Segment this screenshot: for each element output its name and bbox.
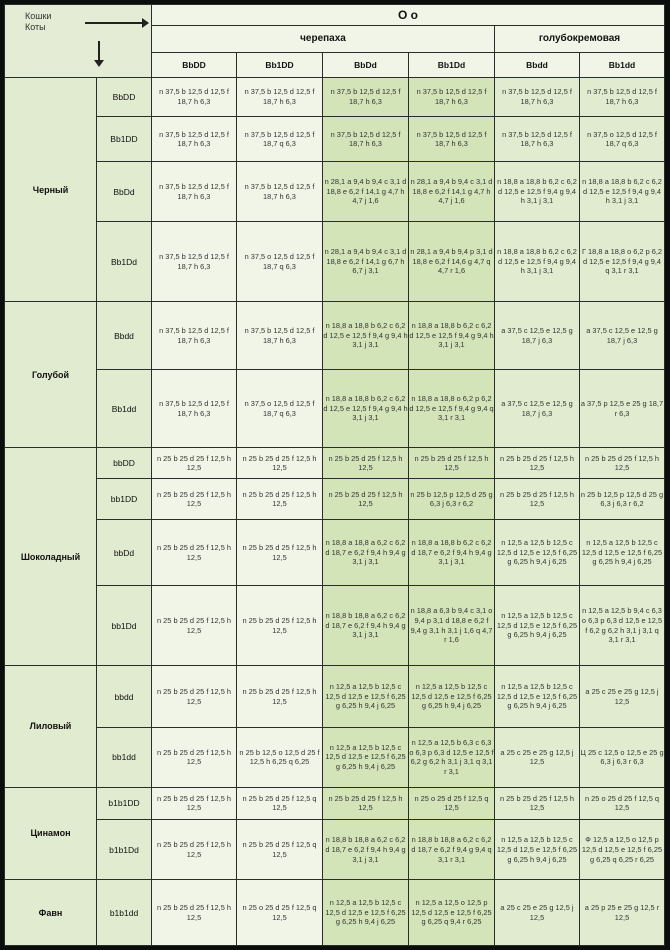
male-group-label: Лиловый (5, 666, 97, 787)
offspring-cell: n 18,8 a 18,8 b 6,2 c 6,2 d 12,5 e 12,5 f 9,4 g 9,4 h 3,1 j 3,1 (409, 302, 495, 370)
male-genotype: bb1dd (97, 727, 152, 787)
female-genotype-1: Bb1DD (237, 53, 323, 78)
offspring-cell: n 25 b 25 d 25 f 12,5 q 12,5 (237, 820, 323, 880)
male-group-label: Цинамон (5, 787, 97, 880)
male-genotype: b1b1DD (97, 787, 152, 820)
offspring-cell: n 25 b 25 d 25 f 12,5 h 12,5 (237, 448, 323, 479)
male-group-label: Фавн (5, 880, 97, 946)
offspring-cell: n 12,5 a 12,5 b 12,5 c 12,5 d 12,5 e 12,5 f 6,25 g 6,25 h 9,4 j 6,25 (495, 820, 580, 880)
offspring-cell: n 18,8 a 18,8 b 6,2 c 6,2 d 12,5 e 12,5 f 9,4 g 9,4 h 3,1 j 3,1 (495, 221, 580, 301)
offspring-cell: n 25 b 25 d 25 f 12,5 h 12,5 (237, 479, 323, 520)
offspring-cell: n 25 b 25 d 25 f 12,5 q 12,5 (237, 787, 323, 820)
offspring-cell: n 18,8 b 18,8 a 6,2 c 6,2 d 18,7 e 6,2 f 9,4 h 9,4 g 3,1 j 3,1 (323, 820, 409, 880)
offspring-cell: n 37,5 b 12,5 d 12,5 f 18,7 h 6,3 (323, 78, 409, 117)
offspring-cell: n 37,5 o 12,5 d 12,5 f 18,7 q 6,3 (237, 221, 323, 301)
offspring-cell: n 25 b 25 d 25 f 12,5 h 12,5 (237, 666, 323, 728)
group-blue-cream: голубокремовая (495, 25, 665, 53)
male-group-label: Голубой (5, 302, 97, 448)
offspring-cell: n 18,8 a 18,8 b 6,2 c 6,2 d 18,7 e 6,2 f 9,4 h 9,4 g 3,1 j 3,1 (409, 520, 495, 586)
offspring-cell: n 37,5 b 12,5 d 12,5 f 18,7 h 6,3 (323, 117, 409, 162)
offspring-cell: n 18,8 a 6,3 b 9,4 c 3,1 o 9,4 p 3,1 d 18,8 e 6,2 f 9,4 g 3,1 h 3,1 j 1,6 q 4,7 r 1,6 (409, 585, 495, 665)
offspring-cell: n 25 b 25 d 25 f 12,5 h 12,5 (152, 787, 237, 820)
female-genotype-5: Bb1dd (580, 53, 665, 78)
table-row (5, 302, 665, 370)
offspring-cell: a 37,5 p 12,5 e 25 g 18,7 r 6,3 (580, 370, 665, 448)
offspring-cell: n 25 b 25 d 25 f 12,5 h 12,5 (495, 448, 580, 479)
offspring-cell: Ц 25 c 12,5 o 12,5 e 25 g 6,3 j 6,3 r 6,3 (580, 727, 665, 787)
offspring-cell: a 25 c 25 e 25 g 12,5 j 12,5 (580, 666, 665, 728)
table-row (5, 370, 665, 448)
offspring-cell: n 12,5 a 12,5 o 12,5 p 12,5 d 12,5 e 12,5 f 6,25 g 6,25 q 9,4 r 6,25 (409, 880, 495, 946)
male-genotype: Bb1dd (97, 370, 152, 448)
offspring-cell: n 12,5 a 12,5 b 12,5 c 12,5 d 12,5 e 12,5 f 6,25 g 6,25 h 9,4 j 6,25 (323, 880, 409, 946)
offspring-cell: n 37,5 b 12,5 d 12,5 f 18,7 h 6,3 (152, 370, 237, 448)
male-genotype: bb1DD (97, 479, 152, 520)
offspring-cell: n 37,5 o 12,5 d 12,5 f 18,7 q 6,3 (580, 117, 665, 162)
corner-cell (5, 5, 152, 78)
offspring-cell: n 18,8 a 18,8 b 6,2 c 6,2 d 12,5 e 12,5 f 9,4 g 9,4 h 3,1 j 3,1 (323, 302, 409, 370)
male-genotype: bbDD (97, 448, 152, 479)
offspring-cell: a 37,5 c 12,5 e 12,5 g 18,7 j 6,3 (495, 302, 580, 370)
male-group-label: Шоколадный (5, 448, 97, 666)
table-row (5, 820, 665, 880)
offspring-cell: n 28,1 a 9,4 b 9,4 c 3,1 d 18,8 e 6,2 f 14,1 g 4,7 h 4,7 j 1,6 (409, 162, 495, 222)
offspring-cell: Г 18,8 a 18,8 o 6,2 p 6,2 d 12,5 e 12,5 f 9,4 g 9,4 q 3,1 r 3,1 (580, 221, 665, 301)
offspring-cell: a 37,5 c 12,5 e 12,5 g 18,7 j 6,3 (580, 302, 665, 370)
offspring-cell: n 12,5 a 12,5 b 12,5 c 12,5 d 12,5 e 12,5 f 6,25 g 6,25 h 9,4 j 6,25 (409, 666, 495, 728)
corner-females-label: Кошки (25, 11, 52, 21)
offspring-cell: n 25 b 25 d 25 f 12,5 h 12,5 (323, 787, 409, 820)
offspring-cell: n 25 b 25 d 25 f 12,5 h 12,5 (495, 479, 580, 520)
offspring-cell: n 37,5 b 12,5 d 12,5 f 18,7 h 6,3 (237, 302, 323, 370)
offspring-cell: n 37,5 b 12,5 d 12,5 f 18,7 h 6,3 (495, 78, 580, 117)
offspring-cell: n 25 o 25 d 25 f 12,5 q 12,5 (580, 787, 665, 820)
table-row (5, 221, 665, 301)
offspring-cell: n 25 b 25 d 25 f 12,5 h 12,5 (152, 585, 237, 665)
offspring-cell: n 28,1 a 9,4 b 9,4 c 3,1 d 18,8 e 6,2 f 14,1 g 6,7 h 6,7 j 3,1 (323, 221, 409, 301)
table-row (5, 117, 665, 162)
table-row (5, 880, 665, 946)
offspring-cell: n 18,8 a 18,8 b 6,2 c 6,2 d 12,5 e 12,5 f 9,4 g 9,4 h 3,1 j 3,1 (580, 162, 665, 222)
table-row (5, 479, 665, 520)
offspring-cell: a 25 p 25 e 25 g 12,5 r 12,5 (580, 880, 665, 946)
offspring-cell: n 37,5 b 12,5 d 12,5 f 18,7 h 6,3 (580, 78, 665, 117)
male-genotype: BbDD (97, 78, 152, 117)
arrow-right-icon (85, 22, 147, 24)
offspring-cell: n 25 b 25 d 25 f 12,5 h 12,5 (323, 479, 409, 520)
offspring-cell: n 18,8 a 18,8 b 6,2 c 6,2 d 12,5 e 12,5 f 9,4 g 9,4 h 3,1 j 3,1 (495, 162, 580, 222)
offspring-cell: n 12,5 a 12,5 b 12,5 c 12,5 d 12,5 e 12,5 f 6,25 g 6,25 h 9,4 j 6,25 (323, 666, 409, 728)
offspring-cell: n 25 b 25 d 25 f 12,5 h 12,5 (152, 666, 237, 728)
offspring-cell: n 25 b 12,5 p 12,5 d 25 g 6,3 j 6,3 r 6,2 (580, 479, 665, 520)
offspring-cell: n 25 b 25 d 25 f 12,5 h 12,5 (409, 448, 495, 479)
offspring-cell: n 18,8 b 18,8 a 6,2 c 6,2 d 18,7 e 6,2 f 9,4 h 9,4 g 3,1 j 3,1 (323, 585, 409, 665)
offspring-cell: n 37,5 b 12,5 d 12,5 f 18,7 h 6,3 (152, 78, 237, 117)
offspring-cell: n 37,5 b 12,5 d 12,5 f 18,7 h 6,3 (152, 221, 237, 301)
male-genotype: Bbdd (97, 302, 152, 370)
arrow-down-icon (98, 41, 100, 65)
offspring-cell: n 25 b 25 d 25 f 12,5 h 12,5 (152, 820, 237, 880)
group-tortoiseshell: черепаха (152, 25, 495, 53)
male-genotype: Bb1Dd (97, 221, 152, 301)
offspring-cell: n 18,8 b 18,8 a 6,2 c 6,2 d 18,7 e 6,2 f 9,4 g 9,4 q 3,1 r 3,1 (409, 820, 495, 880)
female-genotype-3: Bb1Dd (409, 53, 495, 78)
male-genotype: bbdd (97, 666, 152, 728)
male-genotype: b1b1dd (97, 880, 152, 946)
table-row (5, 78, 665, 117)
offspring-cell: n 25 o 25 d 25 f 12,5 q 12,5 (237, 880, 323, 946)
offspring-cell: n 12,5 a 12,5 b 9,4 c 6,3 o 6,3 p 6,3 d 12,5 e 12,5 f 6,2 g 6,2 h 3,1 j 3,1 q 3,1 r 3,1 (580, 585, 665, 665)
offspring-cell: n 12,5 a 12,5 b 12,5 c 12,5 d 12,5 e 12,5 f 6,25 g 6,25 h 9,4 j 6,25 (495, 666, 580, 728)
table-row (5, 448, 665, 479)
offspring-cell: n 37,5 b 12,5 d 12,5 f 18,7 h 6,3 (409, 78, 495, 117)
offspring-cell: n 25 b 12,5 p 12,5 d 25 g 6,3 j 6,3 r 6,2 (409, 479, 495, 520)
offspring-cell: a 25 c 25 e 25 g 12,5 j 12,5 (495, 880, 580, 946)
offspring-cell: n 25 b 25 d 25 f 12,5 h 12,5 (152, 479, 237, 520)
offspring-cell: n 37,5 o 12,5 d 12,5 f 18,7 q 6,3 (237, 370, 323, 448)
offspring-cell: n 25 b 12,5 o 12,5 d 25 f 12,5 h 6,25 q 6,25 (237, 727, 323, 787)
offspring-cell: n 37,5 b 12,5 d 12,5 f 18,7 h 6,3 (237, 162, 323, 222)
offspring-cell: n 37,5 b 12,5 d 12,5 f 18,7 h 6,3 (152, 302, 237, 370)
offspring-cell: n 12,5 a 12,5 b 12,5 c 12,5 d 12,5 e 12,5 f 6,25 g 6,25 h 9,4 j 6,25 (495, 520, 580, 586)
table-row (5, 787, 665, 820)
offspring-cell: a 37,5 c 12,5 e 12,5 g 18,7 j 6,3 (495, 370, 580, 448)
offspring-cell: n 37,5 b 12,5 d 12,5 f 18,7 h 6,3 (409, 117, 495, 162)
offspring-cell: n 25 b 25 d 25 f 12,5 h 12,5 (152, 727, 237, 787)
offspring-cell: n 37,5 b 12,5 d 12,5 f 18,7 h 6,3 (237, 78, 323, 117)
offspring-cell: n 25 b 25 d 25 f 12,5 h 12,5 (495, 787, 580, 820)
offspring-cell: n 37,5 b 12,5 d 12,5 f 18,7 h 6,3 (495, 117, 580, 162)
offspring-cell: n 18,8 a 18,8 a 6,2 c 6,2 d 18,7 e 6,2 f 9,4 h 9,4 g 3,1 j 3,1 (323, 520, 409, 586)
table-row (5, 520, 665, 586)
offspring-cell: n 25 b 25 d 25 f 12,5 h 12,5 (152, 520, 237, 586)
male-group-label: Черный (5, 78, 97, 302)
table-row (5, 585, 665, 665)
table-row (5, 727, 665, 787)
offspring-cell: n 25 b 25 d 25 f 12,5 h 12,5 (237, 520, 323, 586)
male-genotype: Bb1DD (97, 117, 152, 162)
offspring-cell: n 12,5 a 12,5 b 6,3 c 6,3 o 6,3 p 6,3 d 12,5 e 12,5 f 6,2 g 6,2 h 3,1 j 3,1 q 3,1 r 3,1 (409, 727, 495, 787)
offspring-cell: n 28,1 a 9,4 b 9,4 c 3,1 d 18,8 e 6,2 f 14,1 g 4,7 h 4,7 j 1,6 (323, 162, 409, 222)
offspring-cell: n 37,5 b 12,5 d 12,5 f 18,7 h 6,3 (152, 162, 237, 222)
offspring-cell: n 28,1 a 9,4 b 9,4 p 3,1 d 18,8 e 6,2 f 14,6 g 4,7 q 4,7 r 1,6 (409, 221, 495, 301)
offspring-cell: n 25 b 25 d 25 f 12,5 h 12,5 (323, 448, 409, 479)
table-row (5, 666, 665, 728)
male-genotype: bbDd (97, 520, 152, 586)
offspring-cell: n 12,5 a 12,5 b 12,5 c 12,5 d 12,5 e 12,5 f 6,25 g 6,25 h 9,4 j 6,25 (323, 727, 409, 787)
table-row (5, 162, 665, 222)
offspring-cell: n 18,8 a 18,8 b 6,2 c 6,2 d 12,5 e 12,5 f 9,4 g 9,4 h 3,1 j 3,1 (323, 370, 409, 448)
offspring-cell: a 25 c 25 e 25 g 12,5 j 12,5 (495, 727, 580, 787)
offspring-cell: n 37,5 b 12,5 d 12,5 f 18,7 h 6,3 (152, 117, 237, 162)
female-genotype-4: Bbdd (495, 53, 580, 78)
offspring-cell: n 37,5 b 12,5 d 12,5 f 18,7 q 6,3 (237, 117, 323, 162)
female-genotype-2: BbDd (323, 53, 409, 78)
male-genotype: b1b1Dd (97, 820, 152, 880)
offspring-cell: n 25 b 25 d 25 f 12,5 h 12,5 (152, 448, 237, 479)
offspring-cell: n 25 b 25 d 25 f 12,5 h 12,5 (580, 448, 665, 479)
top-header: О о (152, 5, 665, 26)
female-genotype-0: BbDD (152, 53, 237, 78)
male-genotype: bb1Dd (97, 585, 152, 665)
genotype-grid (4, 4, 665, 946)
offspring-cell: n 12,5 a 12,5 b 12,5 c 12,5 d 12,5 e 12,5 f 6,25 g 6,25 h 9,4 j 6,25 (495, 585, 580, 665)
male-genotype: BbDd (97, 162, 152, 222)
inheritance-table (4, 4, 664, 946)
offspring-cell: n 18,8 a 18,8 o 6,2 p 6,2 d 12,5 e 12,5 f 9,4 g 9,4 q 3,1 r 3,1 (409, 370, 495, 448)
offspring-cell: n 25 b 25 d 25 f 12,5 h 12,5 (237, 585, 323, 665)
offspring-cell: n 12,5 a 12,5 b 12,5 c 12,5 d 12,5 e 12,5 f 6,25 g 6,25 h 9,4 j 6,25 (580, 520, 665, 586)
offspring-cell: n 25 b 25 d 25 f 12,5 h 12,5 (152, 880, 237, 946)
offspring-cell: n 25 o 25 d 25 f 12,5 q 12,5 (409, 787, 495, 820)
offspring-cell: Ф 12,5 a 12,5 o 12,5 p 12,5 d 12,5 e 12,5 f 6,25 g 6,25 q 6,25 r 6,25 (580, 820, 665, 880)
corner-males-label: Коты (25, 22, 46, 32)
